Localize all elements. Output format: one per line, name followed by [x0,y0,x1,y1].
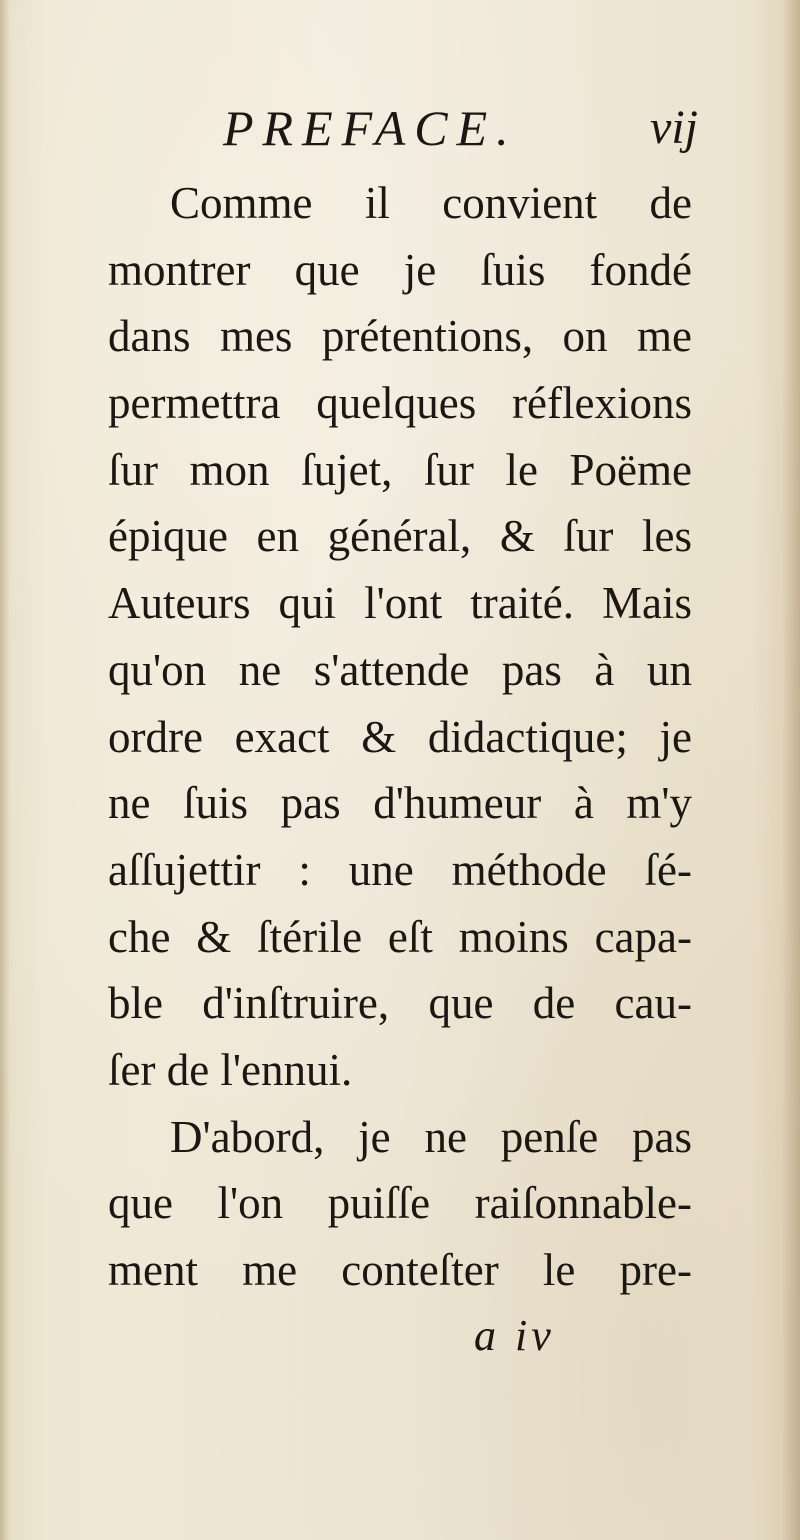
text-line: ordre exact & didactique; je [108,711,692,762]
signature-mark: a iv [474,1311,555,1360]
text-line: Auteurs qui l'ont traité. Mais [108,578,692,629]
page-right-edge [782,0,800,1540]
text-line: permettra quelques réflexions [108,378,692,429]
text-line: ſer de l'ennui. [108,1044,353,1095]
text-line: épique en général, & ſur les [108,511,692,562]
page-left-edge [0,0,10,1540]
running-title: PREFACE. [223,100,518,156]
text-line: che & ſtérile eſt moins capa- [108,911,692,962]
text-line: dans mes prétentions, on me [108,311,692,362]
text-line: qu'on ne s'attende pas à un [108,644,692,695]
text-line: que l'on puiſſe raiſonnable- [108,1178,692,1229]
body-text [108,170,692,1304]
text-line: montrer que je ſuis fondé [108,244,692,295]
page-header [108,92,698,162]
text-line: ble d'inſtruire, que de cau- [108,978,692,1029]
text-line: Comme il convient de [170,178,692,228]
text-line: ſur mon ſujet, ſur le Poëme [108,444,692,495]
text-line: ne ſuis pas d'humeur à m'y [108,778,692,829]
page-number: vij [650,101,698,154]
text-line: ment me conteſter le pre- [108,1245,692,1295]
text-line: aſſujettir : une méthode ſé- [108,844,692,895]
text-line: D'abord, je ne penſe pas [170,1111,692,1162]
